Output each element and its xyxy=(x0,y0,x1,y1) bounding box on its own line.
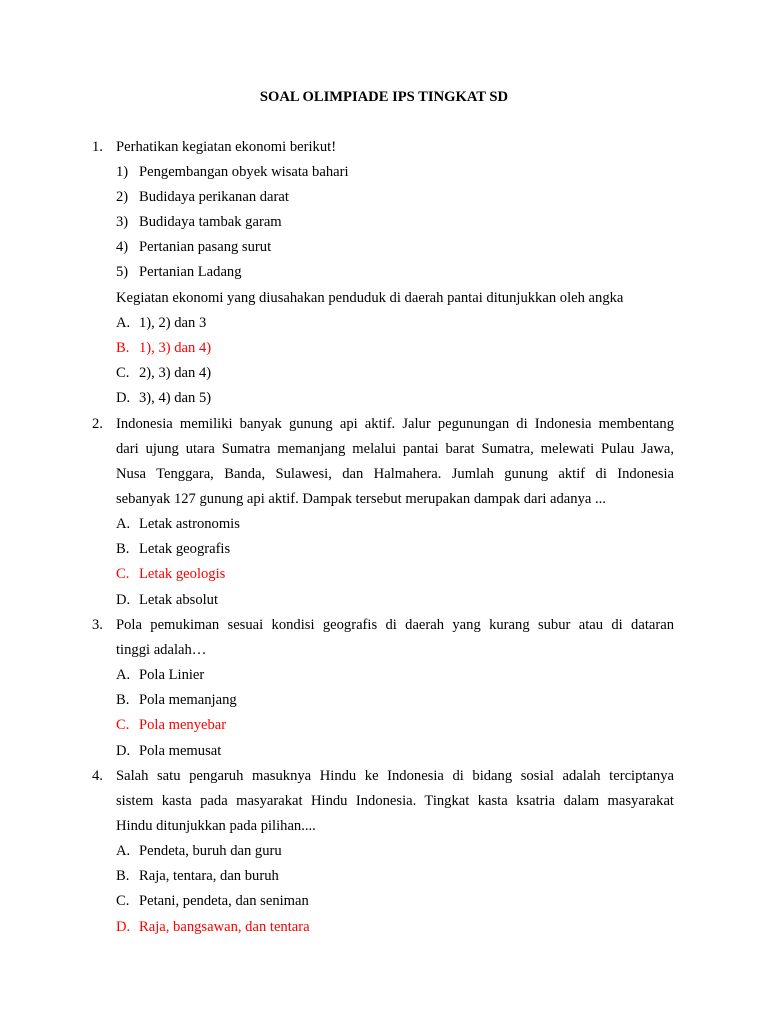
question-number: 3. xyxy=(92,617,103,633)
option-label: D. xyxy=(116,592,131,608)
question-number: 4. xyxy=(92,768,103,784)
option-text: Letak geologis xyxy=(139,566,226,582)
question-text-line: Nusa Tenggara, Banda, Sulawesi, dan Halmahera. Jumlah gunung aktif di Indonesia xyxy=(116,466,674,482)
question-text-line: Indonesia memiliki banyak gunung api aktif. Jalur pegunungan di Indonesia membentang xyxy=(116,416,674,432)
question-number: 2. xyxy=(92,416,103,432)
option-label: A. xyxy=(116,843,131,859)
option-label: C. xyxy=(116,365,130,381)
option-label: B. xyxy=(116,340,130,356)
statement-label: 1) xyxy=(116,164,129,180)
question-number: 1. xyxy=(92,139,103,155)
question-text-line: Pola pemukiman sesuai kondisi geografis di daerah yang kurang subur atau di dataran xyxy=(116,617,674,633)
option-label: D. xyxy=(116,919,131,935)
option-text: 1), 2) dan 3 xyxy=(139,315,207,331)
statement-text: Pengembangan obyek wisata bahari xyxy=(139,164,349,180)
option-text: Pendeta, buruh dan guru xyxy=(139,843,282,859)
option-text: Raja, bangsawan, dan tentara xyxy=(139,919,310,935)
statement-text: Pertanian Ladang xyxy=(139,264,242,280)
option-label: D. xyxy=(116,390,131,406)
option-text: 2), 3) dan 4) xyxy=(139,365,212,381)
question-text-line: sebanyak 127 gunung api aktif. Dampak tersebut merupakan dampak dari adanya ... xyxy=(116,491,606,507)
option-text: 3), 4) dan 5) xyxy=(139,390,212,406)
question-text-line: Salah satu pengaruh masuknya Hindu ke Indonesia di bidang sosial adalah terciptanya xyxy=(116,768,674,784)
option-text: 1), 3) dan 4) xyxy=(139,340,212,356)
question-text-line: tinggi adalah… xyxy=(116,642,207,658)
question-prompt: Kegiatan ekonomi yang diusahakan penduduk di daerah pantai ditunjukkan oleh angka xyxy=(116,290,624,306)
statement-text: Budidaya tambak garam xyxy=(139,214,282,230)
statement-label: 3) xyxy=(116,214,129,230)
option-text: Pola memusat xyxy=(139,743,222,759)
option-text: Letak astronomis xyxy=(139,516,240,532)
option-text: Letak absolut xyxy=(139,592,219,608)
option-label: D. xyxy=(116,743,131,759)
option-text: Pola Linier xyxy=(139,667,205,683)
option-label: C. xyxy=(116,717,130,733)
option-text: Raja, tentara, dan buruh xyxy=(139,868,279,884)
option-label: A. xyxy=(116,516,131,532)
option-text: Letak geografis xyxy=(139,541,231,557)
question-text-line: Perhatikan kegiatan ekonomi berikut! xyxy=(116,139,337,155)
option-text: Pola menyebar xyxy=(139,717,227,733)
statement-label: 5) xyxy=(116,264,129,280)
option-label: C. xyxy=(116,893,130,909)
question-text-line: Hindu ditunjukkan pada pilihan.... xyxy=(116,818,316,834)
option-text: Petani, pendeta, dan seniman xyxy=(139,893,309,909)
option-label: A. xyxy=(116,667,131,683)
statement-text: Pertanian pasang surut xyxy=(139,239,272,255)
option-label: B. xyxy=(116,692,130,708)
option-label: A. xyxy=(116,315,131,331)
option-label: C. xyxy=(116,566,130,582)
document-title: SOAL OLIMPIADE IPS TINGKAT SD xyxy=(259,89,509,105)
question-text-line: dari ujung utara Sumatra memanjang melalui pantai barat Sumatra, melewati Pulau Jawa, xyxy=(116,441,674,457)
option-label: B. xyxy=(116,541,130,557)
option-label: B. xyxy=(116,868,130,884)
statement-label: 4) xyxy=(116,239,129,255)
option-text: Pola memanjang xyxy=(139,692,237,708)
question-text-line: sistem kasta pada masyarakat Hindu Indonesia. Tingkat kasta ksatria dalam masyarakat xyxy=(116,793,674,809)
statement-text: Budidaya perikanan darat xyxy=(139,189,289,205)
statement-label: 2) xyxy=(116,189,129,205)
